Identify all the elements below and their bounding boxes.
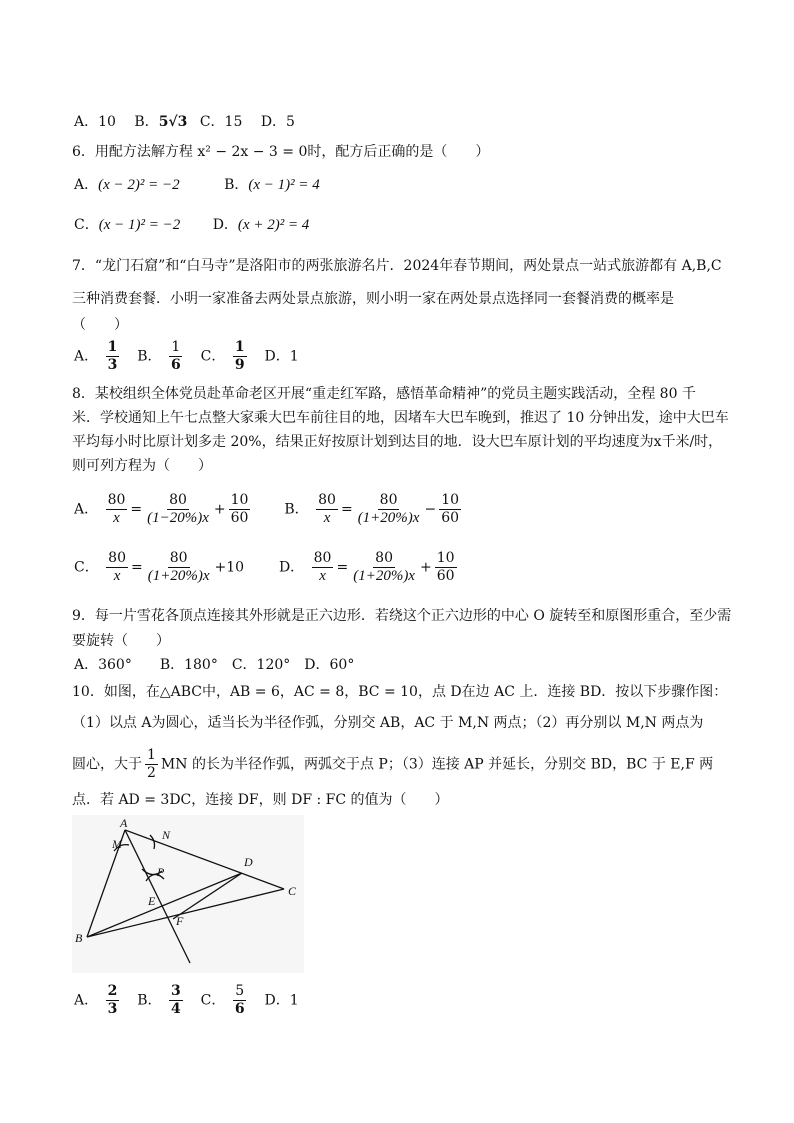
q7-line2: 三种消费套餐．小明一家准备去两处景点旅游，则小明一家在两处景点选择同一套餐消费的概率是 (72, 291, 674, 307)
q5-option-c[interactable]: C．15 (199, 114, 243, 130)
q10-line4: 点．若 AD = 3DC，连接 DF，则 DF : FC 的值为（ ） (72, 792, 449, 808)
q8-options-row2 (74, 550, 460, 585)
q6-option-d-expr: (x + 2)² = 4 (237, 217, 310, 233)
q7-options (74, 339, 299, 374)
q8-b-rhs: $\frac{80}{(1+20\%)x}$ (357, 492, 420, 526)
q8-d-lhs: $\frac{80}{x}$ (313, 550, 332, 584)
q8-c-plus10: +10 (214, 559, 245, 576)
figure-background (72, 815, 304, 973)
q10-line3 (72, 747, 713, 782)
q8-a-time: $\frac{10}{60}$ (230, 492, 249, 526)
q5-options (74, 112, 295, 132)
q7-line3: （ ） (72, 317, 128, 333)
q8-a-lhs: $\frac{80}{x}$ (107, 492, 126, 526)
q8-b-time: $\frac{10}{60}$ (441, 492, 460, 526)
label-c: C (288, 884, 297, 898)
q7-option-a-label[interactable]: A． (74, 348, 99, 365)
q10-line3-post: MN 的长为半径作弧，两弧交于点 P；（3）连接 AP 并延长，分别交 BD，BC 于 E,F 两 (160, 756, 714, 773)
q8-line3: 平均每小时比原计划多走 20%，结果正好按原计划到达目的地．设大巴车原计划的平均速度为x千米/时， (72, 434, 723, 450)
q6-stem: 6．用配方法解方程 x² − 2x − 3 = 0时，配方后正确的是（ ） (72, 144, 490, 160)
q8-b-lhs: $\frac{80}{x}$ (318, 492, 336, 526)
q10-option-b-label[interactable]: B． (137, 992, 162, 1009)
q8-a-op: + (213, 501, 226, 518)
q8-d-op: + (419, 559, 432, 576)
q10-option-c-label[interactable]: C． (200, 992, 226, 1009)
label-n: N (162, 828, 171, 842)
q8-b-eq: = (340, 501, 353, 518)
q6-option-b-label[interactable]: B． (224, 177, 249, 193)
q8-c-eq: = (131, 559, 143, 576)
q8-options-row1 (74, 492, 464, 527)
q10-option-a-frac: $\frac{2}{3}$ (107, 983, 118, 1017)
q6-option-a-expr: (x − 2)² = −2 (98, 177, 180, 193)
label-b: B (75, 931, 83, 945)
label-f: F (176, 914, 184, 928)
q5-option-b-label[interactable]: B． (134, 114, 159, 130)
q8-option-c-label[interactable]: C． (74, 559, 99, 576)
q8-option-a-label[interactable]: A． (74, 501, 99, 518)
label-p: P (157, 865, 165, 879)
q10-figure (72, 815, 304, 973)
q7-option-c-label[interactable]: C． (200, 348, 226, 365)
q6-option-c-label[interactable]: C． (74, 217, 99, 233)
label-a: A (120, 816, 128, 830)
q8-line1: 8．某校组织全体党员赴革命老区开展“重走红军路，感悟革命精神”的党员主题实践活动，全程 80 千 (72, 386, 696, 402)
q8-c-rhs: $\frac{80}{(1+20\%)x}$ (147, 550, 210, 584)
q10-option-d[interactable]: D．1 (264, 992, 299, 1009)
q10-line2: （1）以点 A为圆心，适当长为半径作弧，分别交 AB，AC 于 M,N 两点；（2）再分别以 M,N 两点为 (72, 715, 704, 731)
q8-c-lhs: $\frac{80}{x}$ (108, 550, 126, 584)
q7-line1: 7．“龙门石窟”和“白马寺”是洛阳市的两张旅游名片．2024年春节期间，两处景点一站式旅游都有 A,B,C (72, 258, 722, 274)
q8-option-b-label[interactable]: B． (284, 501, 309, 518)
q6-option-d-label[interactable]: D． (212, 217, 238, 233)
q7-option-b-label[interactable]: B． (137, 348, 162, 365)
q5-option-b-value: 5√3 (158, 114, 188, 130)
q6-option-c-expr: (x − 1)² = −2 (98, 217, 181, 233)
q10-line1: 10．如图，在△ABC中，AB = 6，AC = 8，BC = 10，点 D在边 AC 上．连接 BD．按以下步骤作图： (72, 684, 728, 700)
q8-d-eq: = (336, 559, 349, 576)
q7-option-c-frac: $\frac{1}{9}$ (234, 339, 245, 373)
q10-options (74, 983, 299, 1018)
q5-option-a[interactable]: A．10 (74, 114, 116, 130)
q8-line2: 米．学校通知上午七点整大家乘大巴车前往目的地，因堵车大巴车晚到，推迟了 10 分钟出发，途中大巴车 (72, 410, 729, 426)
q8-option-d-label[interactable]: D． (278, 559, 305, 576)
label-m: M (112, 837, 122, 851)
q6-option-a-label[interactable]: A． (74, 177, 99, 193)
q9-options[interactable]: A．360° B．180° C．120° D．60° (74, 657, 355, 673)
q6-option-b-expr: (x − 1)² = 4 (248, 177, 320, 193)
q8-b-op: − (424, 501, 437, 518)
q10-half-frac: $\frac{1}{2}$ (147, 747, 156, 781)
q9-line1: 9．每一片雪花各顶点连接其外形就是正六边形．若绕这个正六边形的中心 O 旋转至和原图形重合，至少需 (72, 608, 732, 624)
q7-option-b-frac: $\frac{1}{6}$ (170, 339, 181, 373)
q10-option-c-frac: $\frac{5}{6}$ (234, 983, 245, 1017)
q7-option-a-frac: $\frac{1}{3}$ (107, 339, 118, 373)
q10-option-a-label[interactable]: A． (74, 992, 99, 1009)
q8-a-eq: = (130, 501, 143, 518)
q5-option-d[interactable]: D．5 (260, 114, 295, 130)
q8-line4: 则可列方程为（ ） (72, 458, 212, 474)
q10-line3-pre: 圆心，大于 (72, 756, 142, 773)
q8-a-rhs: $\frac{80}{(1-20\%)x}$ (147, 492, 209, 526)
q6-options-row1 (74, 175, 320, 195)
label-e: E (148, 894, 156, 908)
label-d: D (244, 855, 253, 869)
q6-options-row2 (74, 215, 309, 235)
q8-d-time: $\frac{10}{60}$ (436, 550, 455, 584)
q8-d-rhs: $\frac{80}{(1+20\%)x}$ (353, 550, 415, 584)
q9-line2: 要旋转（ ） (72, 633, 170, 649)
q10-option-b-frac: $\frac{3}{4}$ (170, 983, 181, 1017)
q7-option-d[interactable]: D．1 (264, 348, 299, 365)
